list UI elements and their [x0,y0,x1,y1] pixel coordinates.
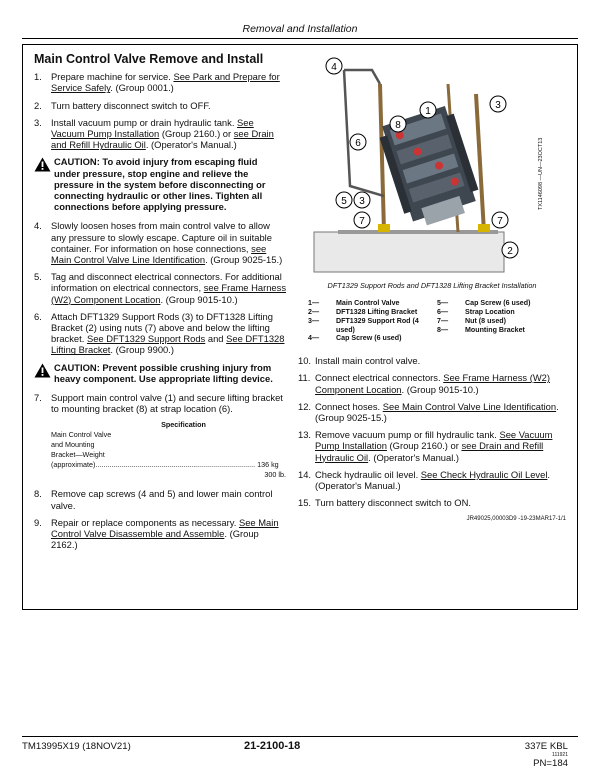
spec-line: (approximate)................................................................................ 136 kg [51,460,279,470]
cross-reference-link[interactable]: see Main Control Valve Line Identification [51,242,267,266]
step-text: (Group 2160.) or [386,440,462,452]
footer-right [525,741,568,769]
steps-list-left [34,71,286,150]
step-number: 15. [298,497,312,509]
callout-1: 1 [425,106,431,117]
cross-reference-link[interactable]: See Vacuum Pump Installation [315,429,553,452]
callout-6: 6 [355,138,361,149]
cross-reference-link[interactable]: See Vacuum Pump Installation [51,116,254,140]
cross-reference-link[interactable]: See DFT1329 Support Rods [86,333,206,345]
step-number: 1. [34,71,42,83]
step-text: Attach DFT1329 Support Rods (3) to DFT1328 Lifting Bracket (2) using nuts (7) above and below the lifting bracket. [51,310,273,345]
legend-key: 2— [308,308,320,316]
step-text: . (Group 9025-15.) [315,400,559,423]
step-item [34,100,286,111]
legend-key: 3— [308,316,320,325]
step-text: . (Operator's Manual.) [315,468,551,492]
caution-text: CAUTION: Prevent possible crushing injury from heavy component. Use appropriate lifting device. [54,361,273,384]
section-title: Main Control Valve Remove and Install [34,52,264,66]
figure-code: TX1146098 —UN—23OCT13 [538,137,544,210]
legend-item [308,308,437,317]
step-text: Install main control valve. [315,355,421,367]
callout-7b: 7 [497,216,503,227]
legend-value: Main Control Valve [336,299,400,308]
step-item [298,469,566,491]
step-text: Remove cap screws (4 and 5) and lower main control valve. [51,488,273,511]
legend-key: 5— [437,299,449,308]
installation-figure [298,54,566,276]
specification-block [51,420,286,480]
step-number: 5. [34,271,42,283]
step-text: Remove vacuum pump or fill hydraulic tank. [315,429,500,441]
legend-value: Cap Screw (6 used) [465,299,531,308]
step-item [298,401,566,423]
step-text: . (Group 9025-15.) [205,254,283,266]
reference-code: JR49025,00003D9 -19-23MAR17-1/1 [466,516,566,523]
step-text: Connect hoses. [315,400,383,412]
page-header [22,20,578,39]
caution-pressure [34,156,286,212]
callout-4: 4 [331,62,337,73]
cross-reference-link[interactable]: see Frame Harness (W2) Component Location [51,282,287,305]
legend-value: DFT1329 Support Rod (4 used) [336,316,419,334]
step-item [34,71,286,93]
step-text: Repair or replace components as necessary. [51,516,239,528]
cross-reference-link[interactable]: See DFT1328 Lifting Bracket [51,333,285,356]
step-text: . (Operator's Manual.) [145,139,237,151]
legend-value: Strap Location [465,308,515,316]
legend-key: 4— [308,334,320,343]
step-text: . (Group 2162.) [51,528,259,551]
step-text: (Group 2160.) or [159,128,234,140]
step-text: . (Operator's Manual.) [368,451,460,463]
callout-2: 2 [507,246,513,257]
step-number: 2. [34,99,42,111]
legend-value: DFT1328 Lifting Bracket [336,308,418,316]
legend-item [308,334,437,343]
callout-5: 5 [341,196,347,207]
spec-line: 300 lb. [264,470,286,480]
legend-value: Cap Screw (6 used) [336,334,402,343]
footer-date-code: 111921 [552,752,568,758]
step-text: Slowly loosen hoses from main control valve to allow any pressure to slowly escape. Capture oil in suitable container. For information on hose connections, [51,220,272,254]
step-number: 12. [298,400,312,412]
legend-key: 8— [437,325,449,334]
step-number: 4. [34,220,42,232]
step-number: 7. [34,392,42,404]
callout-3: 3 [495,100,501,111]
step-text: Connect electrical connectors. [315,372,444,384]
caution-text: CAUTION: To avoid injury from escaping fluid under pressure, stop engine and relieve the pressure in the system before disconnecting or connecting hydraulic or other lines. Tighten all connections before applying pressure. [54,156,266,213]
step-text: Tag and disconnect electrical connectors. For additional information on electrical connectors, [51,271,282,294]
legend-item [437,299,566,308]
legend-column [437,299,566,343]
cross-reference-link[interactable]: See Main Control Valve Disassemble and Assemble [51,516,279,540]
step-number: 11. [298,372,311,384]
footer-model: 337E KBL [524,741,568,752]
step-text: Turn battery disconnect switch to ON. [315,497,471,509]
callout-3b: 3 [359,196,365,207]
step-text: Prepare machine for service. [51,71,174,83]
right-column [298,54,566,526]
step-text: Check hydraulic oil level. [315,468,421,480]
step-item [34,488,286,510]
step-text: Support main control valve (1) and secure lifting bracket to mounting bracket (8) at strap location (6). [51,392,283,415]
legend-item [308,299,437,308]
figure-caption: DFT1329 Support Rods and DFT1328 Lifting Bracket Installation [327,281,537,290]
callout-8: 8 [395,120,401,131]
step-text: . (Group 0001.) [110,82,174,94]
step-number: 10. [298,355,312,367]
legend-value: Mounting Bracket [465,325,525,334]
step-item [34,517,286,551]
step-number: 13. [298,429,312,441]
legend-key: 1— [308,299,320,308]
step-item [34,220,286,265]
step-item [34,117,286,151]
step-item [298,429,566,463]
step-number: 3. [34,116,42,128]
legend-item [437,317,566,326]
legend-item [437,308,566,317]
page-footer [22,736,578,769]
figure-illustration [298,54,566,276]
step-text: . (Group 9015-10.) [160,293,238,305]
step-text: . (Group 9015-10.) [401,383,479,395]
spec-line: and Mounting [51,440,95,450]
figure-legend [298,299,566,343]
warning-icon [34,157,51,174]
legend-column [308,299,437,343]
cross-reference-link[interactable]: See Frame Harness (W2) Component Location [315,372,550,395]
step-text: Install vacuum pump or drain hydraulic tank. [51,116,238,128]
step-number: 9. [34,516,42,528]
footer-pn: PN=184 [533,758,568,769]
left-column [34,54,286,557]
legend-item [437,326,566,335]
caution-crushing [34,362,286,384]
footer-doc-id: TM13995X19 (18NOV21) [22,741,131,752]
step-7 [34,392,286,414]
spec-title: Specification [161,420,206,430]
cross-reference-link[interactable]: See Main Control Valve Line Identification [382,400,557,412]
spec-line: Bracket—Weight [51,450,105,460]
legend-item [308,317,437,335]
cross-reference-link[interactable]: see Drain and Refill Hydraulic Oil [51,128,274,151]
legend-key: 7— [437,316,449,325]
step-text: . (Group 9900.) [110,344,174,356]
callout-7: 7 [359,216,365,227]
step-item [34,271,286,305]
steps-list-right [298,355,566,508]
step-item [298,372,566,394]
cross-reference-link[interactable]: see Drain and Refill Hydraulic Oil [315,440,544,463]
steps-list-end [34,488,286,550]
step-item [298,355,566,366]
legend-key: 6— [437,308,449,316]
steps-list-mid [34,220,286,355]
cross-reference-link[interactable]: See Park and Prepare for Service Safely [51,71,280,94]
warning-icon [34,363,51,380]
step-item [298,497,566,508]
step-text: and [205,333,227,345]
spec-line: Main Control Valve [51,430,112,440]
step-number: 14. [298,468,312,480]
step-number: 8. [34,488,42,500]
step-number: 6. [34,310,42,322]
header-title: Removal and Installation [242,23,358,35]
legend-value: Nut (8 used) [465,316,506,325]
step-item [34,311,286,356]
footer-page-number: 21-2100-18 [244,740,301,752]
step-text: Turn battery disconnect switch to OFF. [51,99,211,111]
cross-reference-link[interactable]: See Check Hydraulic Oil Level [420,468,548,480]
